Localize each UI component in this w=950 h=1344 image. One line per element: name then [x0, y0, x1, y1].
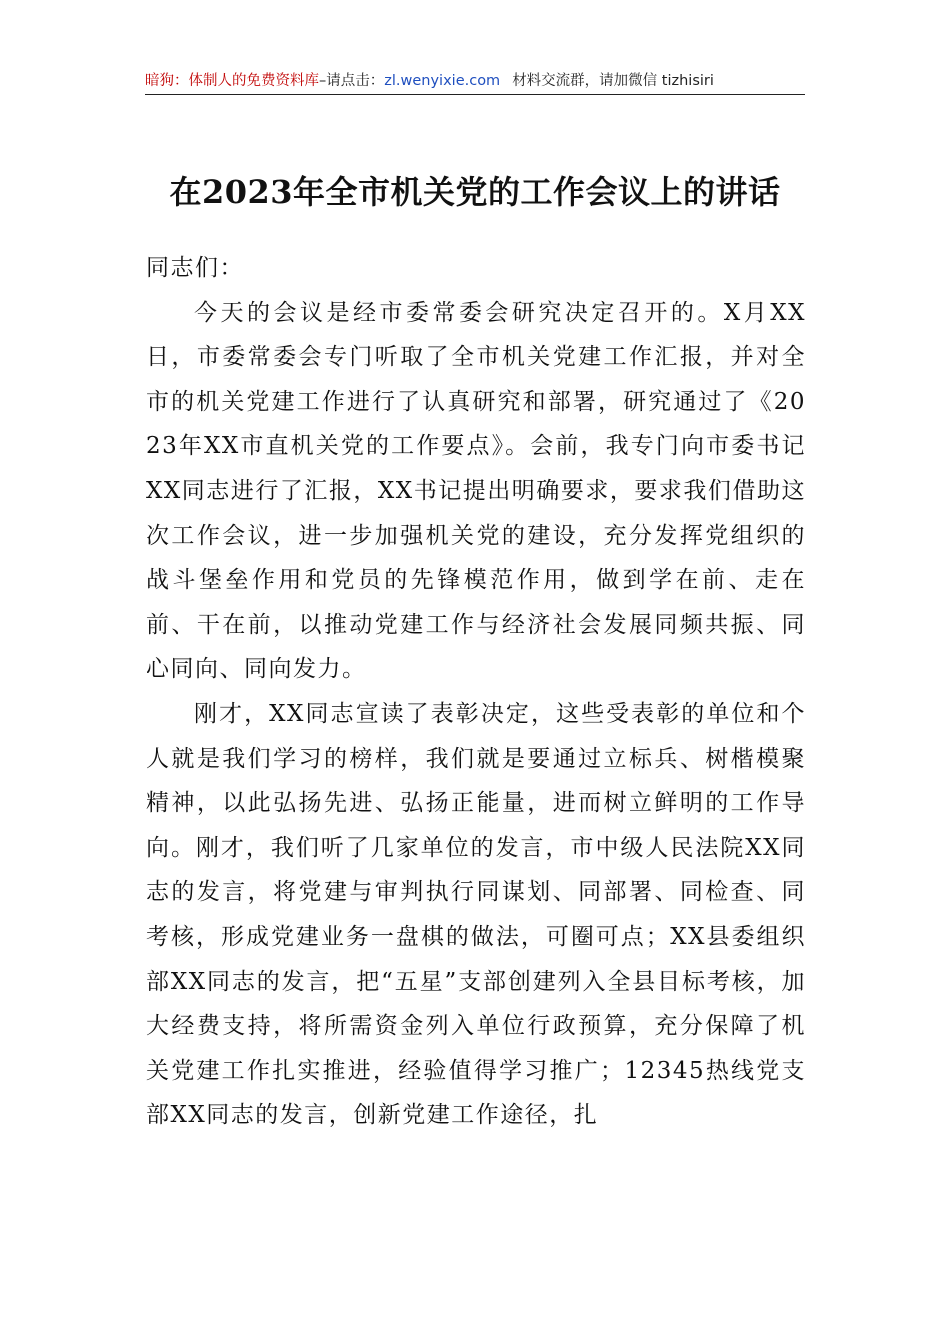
document-body — [146, 246, 806, 1138]
salutation: 同志们： — [146, 255, 244, 281]
header-prompt: –请点击： — [319, 73, 385, 89]
page-header — [145, 68, 805, 95]
paragraph-2: 刚才，XX同志宣读了表彰决定，这些受表彰的单位和个人就是我们学习的榜样，我们就是要通过立标兵、树楷模聚精神，以此弘扬先进、弘扬正能量，进而树立鲜明的工作导向。刚才，我们听了几家单位的发言，市中级人民法院XX同志的发言，将党建与审判执行同谋划、同部署、同检查、同考核，形成党建业务一盘棋的做法，可圈可点；XX县委组织部XX同志的发言，把“五星”支部创建列入全县目标考核，加大经费支持，将所需资金列入单位行政预算，充分保障了机关党建工作扎实推进，经验值得学习推广；12345热线党支部XX同志的发言，创新党建工作途径，扎 — [146, 700, 806, 1129]
paragraph-1: 今天的会议是经市委常委会研究决定召开的。X月XX日，市委常委会专门听取了全市机关党建工作汇报，并对全市的机关党建工作进行了认真研究和部署，研究通过了《2023年XX市直机关党的工作要点》。会前，我专门向市委书记XX同志进行了汇报，XX书记提出明确要求，要求我们借助这次工作会议，进一步加强机关党的建设，充分发挥党组织的战斗堡垒作用和党员的先锋模范作用，做到学在前、走在前、干在前，以推动党建工作与经济社会发展同频共振、同心同向、同向发力。 — [146, 299, 806, 683]
header-brand: 暗狗：体制人的免费资料库 — [145, 73, 319, 89]
header-link[interactable]: zl.wenyixie.com — [384, 73, 501, 89]
header-group-note: 材料交流群，请加微信 tizhisiri — [512, 73, 714, 89]
document-title: 在2023年全市机关党的工作会议上的讲话 — [169, 173, 781, 211]
